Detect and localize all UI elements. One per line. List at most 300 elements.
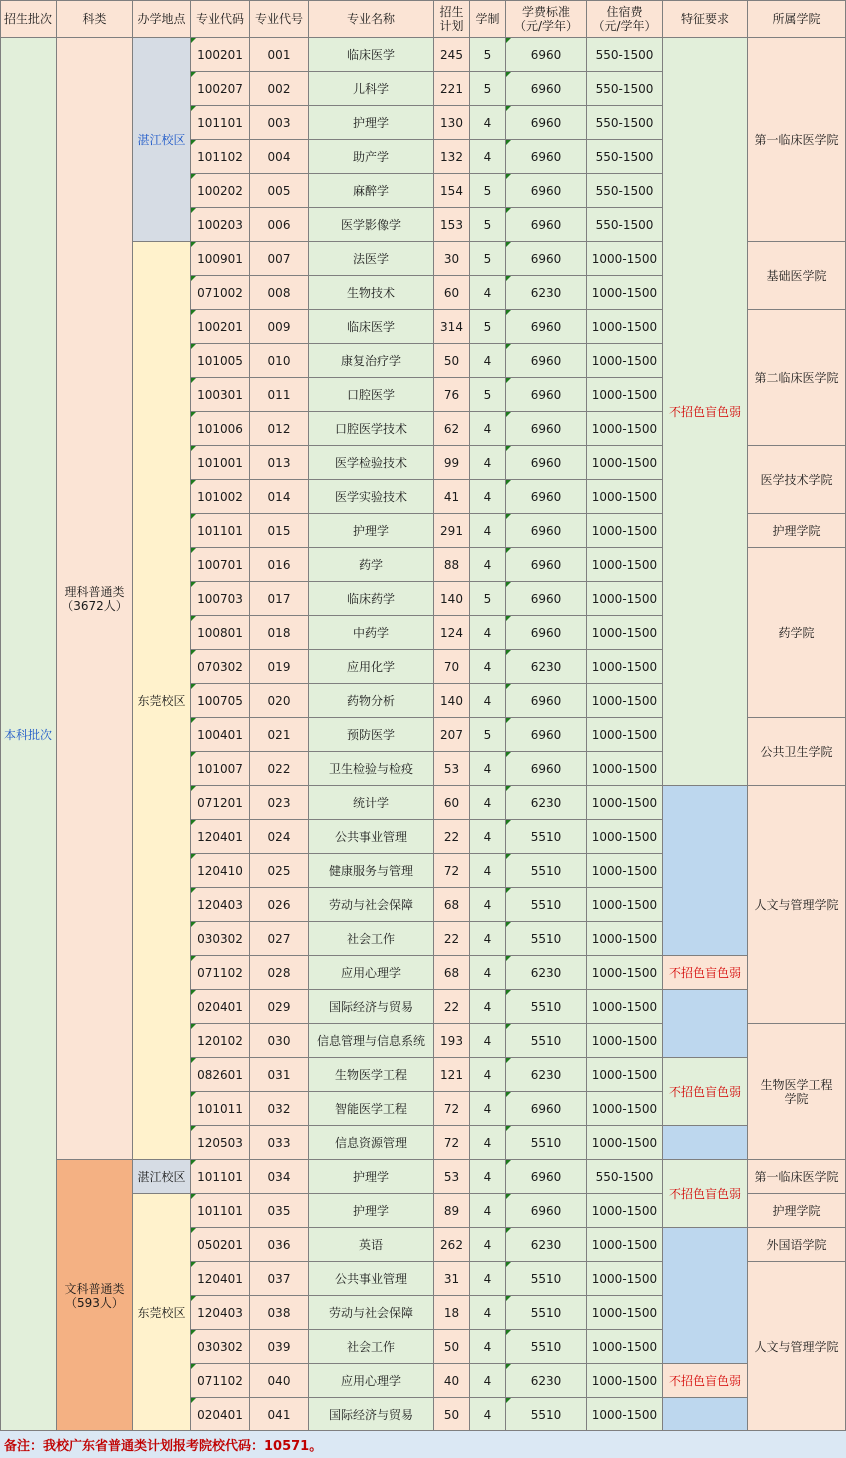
years-cell: 4 (470, 276, 506, 310)
major-code-cell: 020401 (191, 1398, 250, 1432)
major-code-cell: 100201 (191, 38, 250, 72)
lodging-cell: 550-1500 (587, 106, 663, 140)
plan-cell: 245 (434, 38, 470, 72)
lodging-cell: 1000-1500 (587, 752, 663, 786)
lodging-cell: 550-1500 (587, 208, 663, 242)
years-cell: 4 (470, 922, 506, 956)
major-code-cell: 120401 (191, 820, 250, 854)
college-cell: 护理学院 (748, 1194, 846, 1228)
years-cell: 4 (470, 1058, 506, 1092)
years-cell: 4 (470, 1160, 506, 1194)
lodging-cell: 550-1500 (587, 72, 663, 106)
tuition-cell: 6960 (506, 684, 587, 718)
major-name-cell: 社会工作 (309, 1330, 434, 1364)
years-cell: 4 (470, 990, 506, 1024)
major-no-cell: 022 (250, 752, 309, 786)
years-cell: 4 (470, 820, 506, 854)
major-no-cell: 018 (250, 616, 309, 650)
major-code-cell: 030302 (191, 922, 250, 956)
major-no-cell: 010 (250, 344, 309, 378)
major-code-cell: 070302 (191, 650, 250, 684)
college-cell: 医学技术学院 (748, 446, 846, 514)
plan-cell: 62 (434, 412, 470, 446)
tuition-cell: 6960 (506, 140, 587, 174)
tuition-cell: 6960 (506, 38, 587, 72)
major-code-cell: 101102 (191, 140, 250, 174)
major-name-cell: 护理学 (309, 514, 434, 548)
plan-cell: 18 (434, 1296, 470, 1330)
header-plan: 招生 计划 (434, 0, 470, 38)
tuition-cell: 6960 (506, 582, 587, 616)
feature-cell: 不招色盲色弱 (663, 1364, 748, 1398)
major-code-cell: 100301 (191, 378, 250, 412)
college-cell: 药学院 (748, 548, 846, 718)
lodging-cell: 1000-1500 (587, 1364, 663, 1398)
lodging-cell: 1000-1500 (587, 582, 663, 616)
plan-cell: 76 (434, 378, 470, 412)
tuition-cell: 6960 (506, 548, 587, 582)
major-no-cell: 038 (250, 1296, 309, 1330)
tuition-cell: 5510 (506, 1024, 587, 1058)
years-cell: 4 (470, 1024, 506, 1058)
plan-cell: 89 (434, 1194, 470, 1228)
major-no-cell: 021 (250, 718, 309, 752)
major-name-cell: 预防医学 (309, 718, 434, 752)
major-name-cell: 国际经济与贸易 (309, 1398, 434, 1432)
major-no-cell: 026 (250, 888, 309, 922)
years-cell: 4 (470, 1296, 506, 1330)
tuition-cell: 6230 (506, 786, 587, 820)
plan-cell: 68 (434, 888, 470, 922)
plan-cell: 140 (434, 582, 470, 616)
header-college: 所属学院 (748, 0, 846, 38)
header-lodging: 住宿费 （元/学年） (587, 0, 663, 38)
header-tuition: 学费标准 （元/学年） (506, 0, 587, 38)
plan-cell: 130 (434, 106, 470, 140)
header-campus: 办学地点 (133, 0, 191, 38)
major-name-cell: 临床医学 (309, 310, 434, 344)
major-name-cell: 医学实验技术 (309, 480, 434, 514)
major-no-cell: 033 (250, 1126, 309, 1160)
major-no-cell: 032 (250, 1092, 309, 1126)
tuition-cell: 5510 (506, 1296, 587, 1330)
college-cell: 生物医学工程 学院 (748, 1024, 846, 1160)
major-code-cell: 100703 (191, 582, 250, 616)
major-name-cell: 统计学 (309, 786, 434, 820)
years-cell: 4 (470, 446, 506, 480)
lodging-cell: 1000-1500 (587, 1398, 663, 1432)
tuition-cell: 6960 (506, 174, 587, 208)
major-code-cell: 100201 (191, 310, 250, 344)
major-no-cell: 007 (250, 242, 309, 276)
years-cell: 4 (470, 1092, 506, 1126)
major-code-cell: 050201 (191, 1228, 250, 1262)
lodging-cell: 1000-1500 (587, 412, 663, 446)
feature-cell (663, 1398, 748, 1432)
feature-cell (663, 1228, 748, 1364)
major-name-cell: 劳动与社会保障 (309, 888, 434, 922)
major-code-cell: 101001 (191, 446, 250, 480)
years-cell: 5 (470, 718, 506, 752)
major-no-cell: 006 (250, 208, 309, 242)
college-cell: 人文与管理学院 (748, 786, 846, 1024)
college-cell: 人文与管理学院 (748, 1262, 846, 1432)
major-name-cell: 健康服务与管理 (309, 854, 434, 888)
feature-cell: 不招色盲色弱 (663, 38, 748, 786)
major-name-cell: 信息管理与信息系统 (309, 1024, 434, 1058)
tuition-cell: 6960 (506, 752, 587, 786)
tuition-cell: 6960 (506, 378, 587, 412)
years-cell: 4 (470, 684, 506, 718)
tuition-cell: 6230 (506, 650, 587, 684)
major-no-cell: 005 (250, 174, 309, 208)
lodging-cell: 1000-1500 (587, 1330, 663, 1364)
major-code-cell: 101101 (191, 1160, 250, 1194)
tuition-cell: 6960 (506, 616, 587, 650)
tuition-cell: 6960 (506, 106, 587, 140)
major-name-cell: 公共事业管理 (309, 1262, 434, 1296)
years-cell: 4 (470, 786, 506, 820)
plan-cell: 153 (434, 208, 470, 242)
feature-cell: 不招色盲色弱 (663, 956, 748, 990)
years-cell: 4 (470, 1126, 506, 1160)
college-cell: 第二临床医学院 (748, 310, 846, 446)
tuition-cell: 5510 (506, 888, 587, 922)
major-name-cell: 护理学 (309, 1160, 434, 1194)
major-no-cell: 023 (250, 786, 309, 820)
feature-cell: 不招色盲色弱 (663, 1160, 748, 1228)
tuition-cell: 5510 (506, 922, 587, 956)
major-code-cell: 030302 (191, 1330, 250, 1364)
major-code-cell: 020401 (191, 990, 250, 1024)
lodging-cell: 1000-1500 (587, 1296, 663, 1330)
plan-cell: 31 (434, 1262, 470, 1296)
major-no-cell: 015 (250, 514, 309, 548)
lodging-cell: 1000-1500 (587, 480, 663, 514)
major-name-cell: 国际经济与贸易 (309, 990, 434, 1024)
major-no-cell: 034 (250, 1160, 309, 1194)
lodging-cell: 1000-1500 (587, 1024, 663, 1058)
header-category: 科类 (57, 0, 133, 38)
major-no-cell: 024 (250, 820, 309, 854)
major-code-cell: 101011 (191, 1092, 250, 1126)
lodging-cell: 1000-1500 (587, 990, 663, 1024)
major-name-cell: 法医学 (309, 242, 434, 276)
lodging-cell: 1000-1500 (587, 242, 663, 276)
major-name-cell: 护理学 (309, 1194, 434, 1228)
lodging-cell: 1000-1500 (587, 1126, 663, 1160)
college-cell: 第一临床医学院 (748, 1160, 846, 1194)
major-no-cell: 002 (250, 72, 309, 106)
major-no-cell: 030 (250, 1024, 309, 1058)
major-name-cell: 口腔医学 (309, 378, 434, 412)
major-no-cell: 017 (250, 582, 309, 616)
major-no-cell: 009 (250, 310, 309, 344)
major-no-cell: 035 (250, 1194, 309, 1228)
major-no-cell: 039 (250, 1330, 309, 1364)
lodging-cell: 1000-1500 (587, 650, 663, 684)
lodging-cell: 1000-1500 (587, 548, 663, 582)
lodging-cell: 1000-1500 (587, 854, 663, 888)
lodging-cell: 1000-1500 (587, 820, 663, 854)
tuition-cell: 5510 (506, 820, 587, 854)
major-name-cell: 麻醉学 (309, 174, 434, 208)
lodging-cell: 1000-1500 (587, 718, 663, 752)
plan-cell: 22 (434, 990, 470, 1024)
years-cell: 4 (470, 548, 506, 582)
lodging-cell: 1000-1500 (587, 922, 663, 956)
lodging-cell: 1000-1500 (587, 888, 663, 922)
years-cell: 5 (470, 174, 506, 208)
lodging-cell: 1000-1500 (587, 1228, 663, 1262)
plan-cell: 88 (434, 548, 470, 582)
lodging-cell: 1000-1500 (587, 1262, 663, 1296)
major-code-cell: 100203 (191, 208, 250, 242)
tuition-cell: 6230 (506, 1364, 587, 1398)
lodging-cell: 1000-1500 (587, 1092, 663, 1126)
major-name-cell: 应用心理学 (309, 956, 434, 990)
plan-cell: 30 (434, 242, 470, 276)
plan-cell: 40 (434, 1364, 470, 1398)
major-name-cell: 临床医学 (309, 38, 434, 72)
years-cell: 4 (470, 1228, 506, 1262)
tuition-cell: 6230 (506, 1058, 587, 1092)
years-cell: 5 (470, 242, 506, 276)
campus-cell: 东莞校区 (133, 242, 191, 1160)
years-cell: 4 (470, 106, 506, 140)
plan-cell: 70 (434, 650, 470, 684)
major-code-cell: 101101 (191, 514, 250, 548)
plan-cell: 50 (434, 344, 470, 378)
feature-cell (663, 990, 748, 1058)
major-no-cell: 028 (250, 956, 309, 990)
years-cell: 5 (470, 582, 506, 616)
plan-cell: 99 (434, 446, 470, 480)
major-name-cell: 医学影像学 (309, 208, 434, 242)
campus-cell: 湛江校区 (133, 1160, 191, 1194)
major-no-cell: 025 (250, 854, 309, 888)
years-cell: 4 (470, 1330, 506, 1364)
lodging-cell: 1000-1500 (587, 310, 663, 344)
tuition-cell: 6960 (506, 412, 587, 446)
major-code-cell: 120401 (191, 1262, 250, 1296)
tuition-cell: 6230 (506, 1228, 587, 1262)
plan-cell: 121 (434, 1058, 470, 1092)
years-cell: 4 (470, 514, 506, 548)
college-cell: 外国语学院 (748, 1228, 846, 1262)
major-name-cell: 儿科学 (309, 72, 434, 106)
category-cell: 理科普通类 （3672人） (57, 38, 133, 1160)
plan-cell: 132 (434, 140, 470, 174)
header-batch: 招生批次 (0, 0, 57, 38)
lodging-cell: 550-1500 (587, 174, 663, 208)
major-code-cell: 101002 (191, 480, 250, 514)
lodging-cell: 1000-1500 (587, 1194, 663, 1228)
major-name-cell: 生物技术 (309, 276, 434, 310)
plan-cell: 314 (434, 310, 470, 344)
major-name-cell: 护理学 (309, 106, 434, 140)
plan-cell: 72 (434, 1126, 470, 1160)
plan-cell: 53 (434, 752, 470, 786)
years-cell: 4 (470, 1398, 506, 1432)
years-cell: 4 (470, 344, 506, 378)
major-no-cell: 014 (250, 480, 309, 514)
major-code-cell: 100202 (191, 174, 250, 208)
header-feature: 特征要求 (663, 0, 748, 38)
major-name-cell: 医学检验技术 (309, 446, 434, 480)
major-name-cell: 应用化学 (309, 650, 434, 684)
lodging-cell: 1000-1500 (587, 786, 663, 820)
years-cell: 4 (470, 854, 506, 888)
major-name-cell: 药学 (309, 548, 434, 582)
tuition-cell: 5510 (506, 1126, 587, 1160)
major-code-cell: 100901 (191, 242, 250, 276)
years-cell: 4 (470, 480, 506, 514)
lodging-cell: 1000-1500 (587, 956, 663, 990)
years-cell: 4 (470, 1194, 506, 1228)
major-no-cell: 003 (250, 106, 309, 140)
major-code-cell: 100207 (191, 72, 250, 106)
major-name-cell: 口腔医学技术 (309, 412, 434, 446)
major-code-cell: 100705 (191, 684, 250, 718)
feature-cell (663, 786, 748, 956)
years-cell: 4 (470, 412, 506, 446)
major-name-cell: 卫生检验与检疫 (309, 752, 434, 786)
lodging-cell: 1000-1500 (587, 344, 663, 378)
lodging-cell: 1000-1500 (587, 684, 663, 718)
major-name-cell: 生物医学工程 (309, 1058, 434, 1092)
lodging-cell: 1000-1500 (587, 616, 663, 650)
lodging-cell: 1000-1500 (587, 1058, 663, 1092)
tuition-cell: 5510 (506, 990, 587, 1024)
tuition-cell: 6960 (506, 1092, 587, 1126)
major-code-cell: 071102 (191, 956, 250, 990)
tuition-cell: 5510 (506, 1262, 587, 1296)
major-code-cell: 100401 (191, 718, 250, 752)
major-code-cell: 120410 (191, 854, 250, 888)
major-no-cell: 041 (250, 1398, 309, 1432)
plan-cell: 60 (434, 786, 470, 820)
plan-cell: 154 (434, 174, 470, 208)
major-code-cell: 082601 (191, 1058, 250, 1092)
category-cell: 文科普通类 （593人） (57, 1160, 133, 1432)
plan-cell: 207 (434, 718, 470, 752)
major-code-cell: 120503 (191, 1126, 250, 1160)
major-no-cell: 001 (250, 38, 309, 72)
header-years: 学制 (470, 0, 506, 38)
plan-cell: 291 (434, 514, 470, 548)
plan-cell: 50 (434, 1330, 470, 1364)
college-cell: 护理学院 (748, 514, 846, 548)
tuition-cell: 6960 (506, 72, 587, 106)
plan-cell: 53 (434, 1160, 470, 1194)
years-cell: 5 (470, 310, 506, 344)
years-cell: 4 (470, 140, 506, 174)
plan-cell: 72 (434, 1092, 470, 1126)
major-code-cell: 071002 (191, 276, 250, 310)
major-code-cell: 101005 (191, 344, 250, 378)
lodging-cell: 1000-1500 (587, 276, 663, 310)
major-no-cell: 004 (250, 140, 309, 174)
lodging-cell: 550-1500 (587, 140, 663, 174)
plan-cell: 262 (434, 1228, 470, 1262)
plan-cell: 140 (434, 684, 470, 718)
major-name-cell: 中药学 (309, 616, 434, 650)
years-cell: 4 (470, 1262, 506, 1296)
years-cell: 4 (470, 752, 506, 786)
major-name-cell: 信息资源管理 (309, 1126, 434, 1160)
batch-cell: 本科批次 (0, 38, 57, 1432)
plan-cell: 124 (434, 616, 470, 650)
college-cell: 公共卫生学院 (748, 718, 846, 786)
years-cell: 5 (470, 208, 506, 242)
years-cell: 5 (470, 72, 506, 106)
major-no-cell: 011 (250, 378, 309, 412)
tuition-cell: 6230 (506, 276, 587, 310)
lodging-cell: 550-1500 (587, 38, 663, 72)
plan-cell: 72 (434, 854, 470, 888)
major-code-cell: 101101 (191, 1194, 250, 1228)
major-no-cell: 037 (250, 1262, 309, 1296)
major-code-cell: 071201 (191, 786, 250, 820)
major-code-cell: 120403 (191, 1296, 250, 1330)
major-name-cell: 应用心理学 (309, 1364, 434, 1398)
footnote: 备注：我校广东省普通类计划报考院校代码：10571。 (0, 1430, 846, 1458)
years-cell: 4 (470, 616, 506, 650)
major-code-cell: 120403 (191, 888, 250, 922)
plan-cell: 22 (434, 922, 470, 956)
major-name-cell: 康复治疗学 (309, 344, 434, 378)
major-name-cell: 智能医学工程 (309, 1092, 434, 1126)
major-name-cell: 公共事业管理 (309, 820, 434, 854)
major-no-cell: 027 (250, 922, 309, 956)
major-name-cell: 临床药学 (309, 582, 434, 616)
tuition-cell: 5510 (506, 1330, 587, 1364)
campus-cell: 东莞校区 (133, 1194, 191, 1432)
years-cell: 4 (470, 956, 506, 990)
header-major-no: 专业代号 (250, 0, 309, 38)
major-no-cell: 031 (250, 1058, 309, 1092)
years-cell: 4 (470, 1364, 506, 1398)
major-name-cell: 药物分析 (309, 684, 434, 718)
tuition-cell: 6960 (506, 1194, 587, 1228)
college-cell: 基础医学院 (748, 242, 846, 310)
lodging-cell: 1000-1500 (587, 514, 663, 548)
major-no-cell: 040 (250, 1364, 309, 1398)
plan-cell: 68 (434, 956, 470, 990)
tuition-cell: 6960 (506, 514, 587, 548)
tuition-cell: 6960 (506, 446, 587, 480)
plan-cell: 22 (434, 820, 470, 854)
major-code-cell: 101007 (191, 752, 250, 786)
tuition-cell: 6960 (506, 480, 587, 514)
years-cell: 5 (470, 38, 506, 72)
campus-cell: 湛江校区 (133, 38, 191, 242)
major-name-cell: 社会工作 (309, 922, 434, 956)
major-name-cell: 助产学 (309, 140, 434, 174)
tuition-cell: 6960 (506, 718, 587, 752)
plan-cell: 50 (434, 1398, 470, 1432)
major-no-cell: 016 (250, 548, 309, 582)
tuition-cell: 6230 (506, 956, 587, 990)
plan-cell: 60 (434, 276, 470, 310)
major-no-cell: 020 (250, 684, 309, 718)
major-name-cell: 劳动与社会保障 (309, 1296, 434, 1330)
tuition-cell: 6960 (506, 344, 587, 378)
plan-cell: 193 (434, 1024, 470, 1058)
years-cell: 4 (470, 888, 506, 922)
tuition-cell: 5510 (506, 854, 587, 888)
